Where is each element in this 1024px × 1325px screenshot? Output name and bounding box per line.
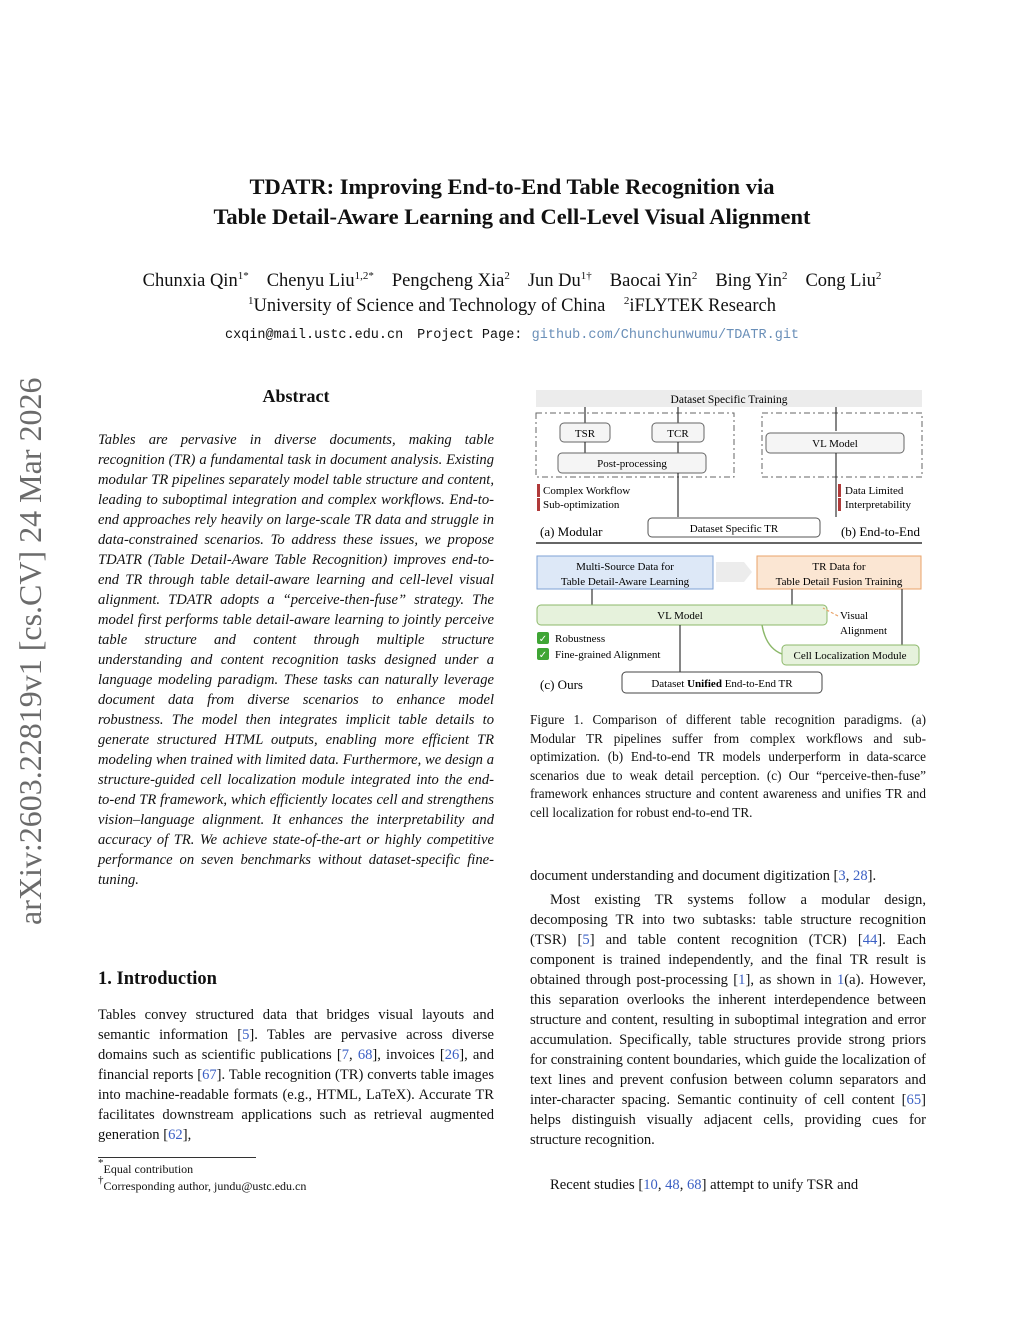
citation-link[interactable]: 3 [838, 868, 846, 884]
complex-workflow-label: Complex Workflow [543, 485, 631, 497]
citation-link[interactable]: 10 [643, 1177, 658, 1193]
figure-1-caption: Figure 1. Comparison of different table recognition paradigms. (a) Modular TR pipelines suffer from complex workflows and sub-optimization. (b) End-to-end TR models underperform in data-scarce scenarios due to weak detail perception. (c) Our “perceive-then-fuse” framework enhances structure and content awareness and unifies TR and cell localization for robust end-to-end TR. [530, 712, 926, 820]
author-affil-sup: 2 [691, 270, 698, 282]
footnote-1-mark: * [98, 1157, 104, 1169]
email: cxqin@mail.ustc.edu.cn [224, 328, 404, 343]
citation-link[interactable]: 67 [202, 1067, 217, 1083]
right-col-continuation [530, 866, 926, 886]
affil-1-sup: 1 [248, 295, 254, 307]
footnote-rule [98, 1157, 256, 1158]
contact-line [0, 321, 1024, 348]
citation-link[interactable]: 68 [687, 1177, 702, 1193]
abstract-heading: Abstract [262, 386, 330, 406]
body-text: ] and table content recognition (TCR) [ [589, 932, 863, 948]
data-limited-label: Data Limited [845, 485, 904, 497]
tcr-label: TCR [667, 428, 689, 440]
warn-mark [537, 484, 540, 497]
unified-post: End-to-End TR [721, 678, 793, 690]
warn-mark [838, 484, 841, 497]
footnote-2-mark: † [98, 1174, 104, 1186]
author-affil-sup: 1,2* [354, 270, 374, 282]
right-col-paragraph-2 [530, 890, 926, 1150]
author-name: Cong Liu$^2$ [805, 270, 882, 291]
check-glyph: ✓ [538, 650, 548, 661]
unified-tr-label [651, 678, 793, 690]
body-text: document understanding and document digitization [ [530, 868, 839, 884]
visual-alignment-line-2: Alignment [840, 625, 888, 637]
label-b: (b) End-to-End [840, 524, 920, 539]
affiliations [0, 294, 1024, 318]
paper-title-line-1: TDATR: Improving End-to-End Table Recognition via [249, 174, 775, 199]
author-affil-sup: 1* [237, 270, 249, 282]
arxiv-stamp: arXiv:2603.22819v1 [cs.CV] 24 Mar 2026 [12, 377, 48, 925]
body-text: , [679, 1177, 687, 1193]
unified-pre: Dataset [651, 678, 688, 690]
body-text: Most existing TR systems follow a modular design, decomposing TR into two subtasks: table structure recognition (TSR) [ [530, 892, 926, 948]
dataset-specific-tr-label: Dataset Specific TR [689, 523, 779, 535]
intro-text: ]. Table recognition (TR) converts table images into machine-readable formats (e.g., HTML, LaTeX). Accurate TR facilitates downstream applications such as retrieval augmented generation [ [98, 1067, 494, 1143]
abstract-text: Tables are pervasive in diverse documents, making table recognition (TR) a fundamental task in document analysis. Existing modular TR pipelines separately model table structure and content, leading to suboptimal integration and complex workflows. End-to-end approaches rely heavily on large-scale TR data and struggle in data-constrained scenarios. To address these issues, we propose TDATR (Table Detail-Aware Table Recognition) improves end-to-end TR through table detail-aware learning and cell-level visual alignment. TDATR adopts a “perceive-then-fuse” strategy. The model first performs table detail-aware learning to jointly perceive table structure and content through multiple structure understanding and content recognition tasks designed under a language modeling paradigm. These tasks can naturally leverage document data from diverse scenarios to enhance model robustness. The model then integrates implicit table details to generate structured HTML outputs, enabling more efficient TR modeling when trained with limited data. Furthermore, we design a structure-guided cell localization module integrated into the end-to-end TR framework, which efficiently locates cell and strengthens vision–language alignment. It enhances the interpretability and accuracy of TR. We achieve state-of-the-art or highly competitive performance on seven benchmarks without dataset-specific fine-tuning. [98, 432, 494, 888]
paper-title-line-2: Table Detail-Aware Learning and Cell-Level Visual Alignment [213, 204, 811, 229]
citation-link[interactable]: 1 [738, 972, 746, 988]
project-link[interactable]: github.com/Chunchunwumu/TDATR.git [531, 328, 800, 343]
intro-text: ], [182, 1127, 192, 1143]
author-affil-sup: 1† [580, 270, 592, 282]
intro-text: Tables convey structured data that bridges visual layouts and semantic information [ [98, 1007, 494, 1043]
intro-text: , [349, 1047, 358, 1063]
citation-link[interactable]: 28 [853, 868, 868, 884]
citation-link[interactable]: 62 [168, 1127, 183, 1143]
tr-data-line-1: TR Data for [812, 561, 866, 573]
localization-arrow [762, 625, 782, 654]
affil-2-sup: 2 [623, 295, 630, 307]
intro-heading: 1. Introduction [98, 969, 217, 989]
intro-text: ]. Tables are pervasive across diverse domains such as scientific publications [ [98, 1027, 494, 1063]
footnote-1 [98, 1157, 498, 1177]
citation-link[interactable]: 5 [242, 1027, 250, 1043]
body-text: Recent studies [ [550, 1177, 644, 1193]
citation-link[interactable]: 68 [357, 1047, 373, 1063]
footnote-2-text: Corresponding author, jundu@ustc.edu.cn [103, 1179, 307, 1193]
author-name: Bing Yin$^2$ [715, 270, 788, 291]
tr-data-line-2: Table Detail Fusion Training [775, 576, 903, 588]
tsr-label: TSR [574, 428, 596, 440]
citation-link[interactable]: 26 [444, 1047, 460, 1063]
banner-label: Dataset Specific Training [670, 394, 788, 406]
citation-link[interactable]: 5 [582, 932, 590, 948]
intro-text: ], invoices [ [372, 1047, 445, 1063]
author-name: Chenyu Liu$^{1,2*}$ [266, 270, 374, 291]
body-text: (a). However, this separation overlooks the inherent interdependence between structure and content, resulting in suboptimal integration and error accumulation. Specifically, table structures provide strong priors for constraining content boundaries, which guide the localization of text lines and prevent confusion between column separators and inter-character spacing. Semantic continuity of cell content [ [530, 972, 927, 1108]
body-text: ]. Each component is trained independently, and the final TR result is obtained through post-processing [ [530, 932, 927, 988]
cell-localization-label: Cell Localization Module [793, 650, 907, 662]
interpretability-label: Interpretability [845, 499, 911, 511]
figure-1-diagram [530, 386, 926, 698]
post-processing-label: Post-processing [597, 458, 667, 470]
body-text: , [657, 1177, 666, 1193]
author-name: Baocai Yin$^2$ [609, 270, 698, 291]
intro-paragraph [98, 1005, 494, 1145]
body-text: ]. [867, 868, 877, 884]
body-text: , [845, 868, 854, 884]
author-list [0, 269, 1024, 293]
fine-grained-label: Fine-grained Alignment [555, 649, 661, 661]
label-c: (c) Ours [540, 677, 583, 692]
fuse-arrow [716, 562, 752, 582]
citation-link[interactable]: 65 [906, 1092, 922, 1108]
author-affil-sup: 2 [504, 270, 510, 282]
citation-link[interactable]: 48 [665, 1177, 680, 1193]
author-name: Chunxia Qin$^{1*}$ [142, 270, 249, 291]
affil-2: iFLYTEK Research [629, 296, 776, 316]
intro-text: ], and financial reports [ [98, 1047, 494, 1083]
vl-model-top-label: VL Model [812, 438, 858, 450]
author-name: Pengcheng Xia$^2$ [391, 270, 510, 291]
robustness-label: Robustness [555, 633, 606, 645]
affil-1: University of Science and Technology of China [253, 296, 606, 316]
project-label: Project Page: [417, 328, 523, 343]
unified-bold: Unified [687, 678, 722, 690]
footnote-1-text: Equal contribution [103, 1162, 194, 1176]
footnote-2 [98, 1174, 498, 1194]
sub-optimization-label: Sub-optimization [543, 499, 620, 511]
figure-ref-link[interactable]: 1 [836, 972, 845, 988]
warn-mark [838, 498, 841, 511]
author-affil-sup: 2 [781, 270, 788, 282]
body-text: ] helps distinguish visually adjacent cells, providing cues for structure recognition. [530, 1092, 926, 1148]
label-a: (a) Modular [540, 524, 603, 539]
author-affil-sup: 2 [875, 270, 882, 282]
citation-link[interactable]: 44 [862, 932, 878, 948]
visual-alignment-line-1: Visual [840, 610, 869, 622]
check-glyph: ✓ [538, 634, 548, 645]
body-text: ] attempt to unify TSR and [701, 1177, 859, 1193]
multi-source-line-1: Multi-Source Data for [576, 561, 674, 573]
warn-mark [537, 498, 540, 511]
citation-link[interactable]: 7 [341, 1047, 350, 1063]
author-name: Jun $Du^{1\dagger}$ [527, 270, 592, 291]
vl-model-bottom-label: VL Model [657, 610, 703, 622]
right-col-paragraph-3 [530, 1175, 926, 1195]
body-text: ], as shown in [745, 972, 837, 988]
multi-source-line-2: Table Detail-Aware Learning [560, 576, 690, 588]
